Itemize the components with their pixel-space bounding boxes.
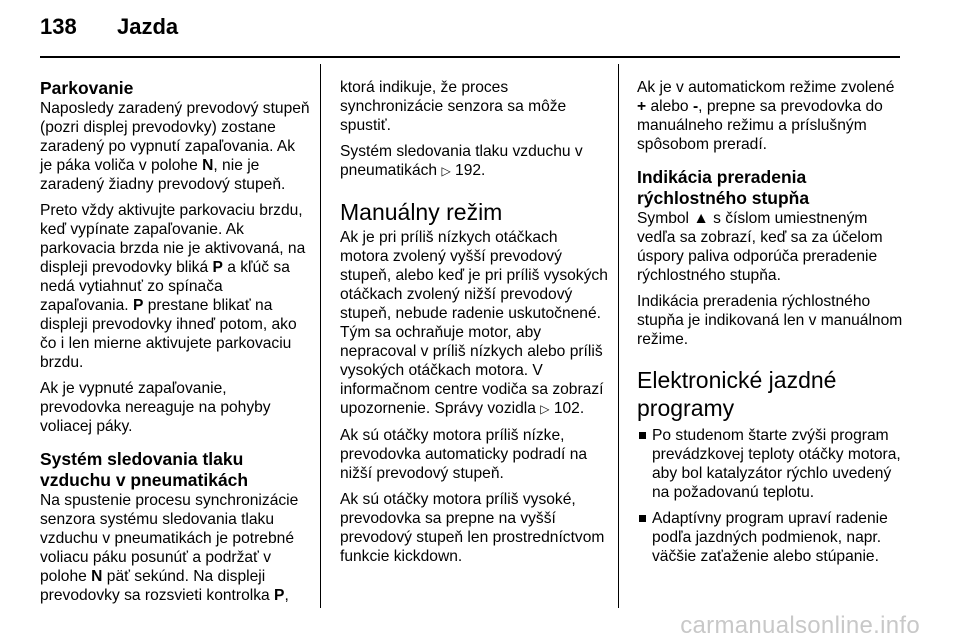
watermark: carmanualsonline.info	[680, 612, 920, 639]
paragraph: Indikácia preradenia rýchlostného stupňa je indikovaná len v manuálnom režime.	[637, 293, 903, 348]
heading-shift-indicator: Indikácia preradenia rýchlostného stupňa	[637, 167, 810, 208]
page-ref-icon: ▷	[441, 164, 451, 178]
column-3	[637, 78, 905, 573]
heading-manual-mode: Manuálny režim	[340, 199, 503, 225]
paragraph: Na spustenie procesu synchronizácie senzora systému sledovania tlaku vzduchu v pneumatikách je potrebné voliacu páku posunúť a podržať v polohe N päť sekúnd. Na displeji prevodovky sa rozsvieti kontrolka P,	[40, 492, 299, 604]
heading-parkovanie: Parkovanie	[40, 78, 134, 98]
paragraph: Naposledy zaradený prevodový stupeň (pozri displej prevodovky) zostane zaradený po vypnutí zapaľovania. Ak je páka voliča v polohe N, nie je zaradený žiadny prevodový stupeň.	[40, 100, 310, 193]
page-header	[40, 14, 178, 40]
page-number: 138	[40, 14, 77, 39]
heading-tpms: Systém sledovania tlaku vzduchu v pneumatikách	[40, 449, 249, 490]
paragraph: Preto vždy aktivujte parkovaciu brzdu, keď vypínate zapaľovanie. Ak parkovacia brzda nie je aktivovaná, na displeji prevodovky bliká P a kľúč sa nedá vytiahnuť zo spínača zapaľovania. P prestane blikať na displeji prevodovky ihneď potom, ako čo i len mierne aktivujete parkovaciu brzdu.	[40, 202, 306, 371]
paragraph: Ak sú otáčky motora príliš nízke, prevodovka automaticky podradí na nižší prevodový stupeň.	[340, 427, 588, 482]
paragraph: ktorá indikuje, že proces synchronizácie senzora sa môže spustiť.	[340, 79, 567, 134]
page-ref-link[interactable]: 192.	[455, 162, 486, 179]
paragraph: Ak je pri príliš nízkych otáčkach motora zvolený vyšší prevodový stupeň, alebo keď je pri príliš vysokých otáčkach zvolený nižší prevodový stupeň, nebude radenie uskutočnené. Tým sa ochraňuje motor, aby nepracoval v príliš nízkych alebo príliš vysokých otáčkach motora. V informačnom centre vodiča sa zobrazí upozornenie. Správy vozidla ▷ 102.	[340, 229, 608, 417]
column-1	[40, 78, 310, 612]
column-divider	[320, 64, 321, 608]
list-item: Po studenom štarte zvýši program prevádzkovej teploty otáčky motora, aby bol katalyzátor rýchlo uvedený na požadovanú teplotu.	[637, 426, 905, 502]
paragraph: Systém sledovania tlaku vzduchu v pneumatikách ▷ 192.	[340, 143, 583, 179]
column-2	[340, 78, 610, 573]
section-title: Jazda	[117, 14, 179, 39]
page-ref-icon: ▷	[540, 402, 550, 416]
paragraph: Ak je vypnuté zapaľovanie, prevodovka nereaguje na pohyby voliacej páky.	[40, 380, 271, 435]
page-ref-link[interactable]: 102.	[553, 400, 585, 417]
paragraph: Ak je v automatickom režime zvolené + alebo -, prepne sa prevodovka do manuálneho režimu a príslušným spôsobom preradí.	[637, 79, 895, 153]
column-divider	[618, 64, 619, 608]
bullet-list	[637, 426, 905, 566]
paragraph: Ak sú otáčky motora príliš vysoké, prevodovka sa prepne na vyšší prevodový stupeň len prostredníctvom funkcie kickdown.	[340, 491, 605, 565]
paragraph: Symbol ▲ s číslom umiestneným vedľa sa zobrazí, keď sa za účelom úspory paliva odporúča preradenie rýchlostného stupňa.	[637, 210, 883, 284]
list-item: Adaptívny program upraví radenie podľa jazdných podmienok, napr. väčšie zaťaženie alebo stúpanie.	[637, 509, 905, 566]
header-rule	[40, 56, 900, 58]
triangle-up-icon: ▲	[693, 210, 709, 227]
heading-electronic-programs: Elektronické jazdné programy	[637, 367, 837, 421]
